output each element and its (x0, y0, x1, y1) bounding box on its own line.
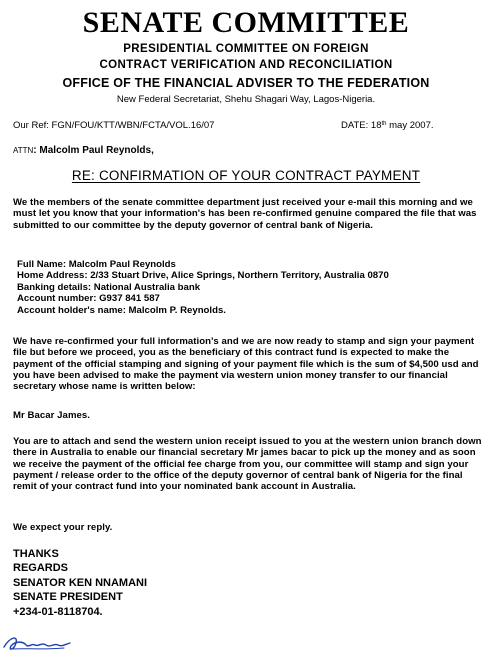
body-paragraph-1: We the members of the senate committee department just received your e-mail this morning and we must let you know that your information's has been re-confirmed genuine compared the file that was submitted to our committee by the deputy governor of central bank of Nigeria. (13, 197, 477, 231)
signatory-phone: +234-01-8118704. (13, 605, 103, 618)
handwritten-signature (2, 633, 72, 655)
date-prefix: DATE: 18 (341, 120, 382, 131)
detail-banking: Banking details: National Australia bank (17, 281, 201, 293)
signatory-name: SENATOR KEN NNAMANI (13, 576, 148, 589)
beneficiary-details (17, 259, 477, 316)
body-paragraph-3: You are to attach and send the western union receipt issued to you at the western union branch down there in Australia to enable our financial secretary Mr james bacar to pick up the money and as soon we receive the payment of the official fee charge from you, our committee will stamp and sign your payment / release order to the office of the deputy governor of central bank of Nigeria for the final remit of your contract fund into your nominated bank account in Australia. (13, 436, 482, 493)
our-reference: Our Ref: FGN/FOU/KTT/WBN/FCTA/VOL.16/07 (13, 120, 215, 131)
closing-block (13, 547, 313, 619)
secretary-name: Mr Bacar James. (13, 410, 91, 421)
attention-line (13, 145, 154, 157)
detail-home-address: Home Address: 2/33 Stuart Drive, Alice Springs, Northern Territory, Australia 0870 (17, 270, 389, 282)
letterhead-line-3: OFFICE OF THE FINANCIAL ADVISER TO THE FEDERATION (62, 76, 430, 90)
closing-thanks: THANKS (13, 548, 59, 560)
detail-account-holder: Account holder's name: Malcolm P. Reynolds. (17, 304, 226, 316)
date-rest: may 2007. (386, 120, 434, 131)
subject-heading (0, 168, 492, 184)
letterhead-line-1: PRESIDENTIAL COMMITTEE ON FOREIGN (123, 43, 369, 55)
letterhead-line-2: CONTRACT VERIFICATION AND RECONCILIATION (99, 59, 393, 71)
letterhead-title: SENATE COMMITTEE (82, 6, 410, 39)
date-ordinal: th (381, 121, 387, 127)
body-paragraph-4: We expect your reply. (13, 522, 113, 533)
detail-account-number: Account number: G937 841 587 (17, 293, 160, 305)
body-paragraph-2: We have re-confirmed your full information's and we are now ready to stamp and sign your payment file but before we proceed, you as the beneficiary of this contract fund is expected to make the payment of the official stamping and signing of your payment file which is the sum of $4,500 usd and you have been advised to make the payment via western union money transfer to our financial secretary whose name is written below: (13, 336, 479, 393)
letterhead-address: New Federal Secretariat, Shehu Shagari Way, Lagos-Nigeria. (116, 94, 376, 105)
attention-label: ATTN (13, 146, 34, 155)
attention-name: : Malcolm Paul Reynolds, (33, 145, 154, 156)
signatory-title: SENATE PRESIDENT (13, 591, 123, 604)
detail-full-name: Full Name: Malcolm Paul Reynolds (17, 259, 176, 270)
subject-text: RE: CONFIRMATION OF YOUR CONTRACT PAYMENT (71, 168, 421, 183)
letter-date (341, 120, 434, 132)
closing-regards: REGARDS (13, 562, 69, 575)
